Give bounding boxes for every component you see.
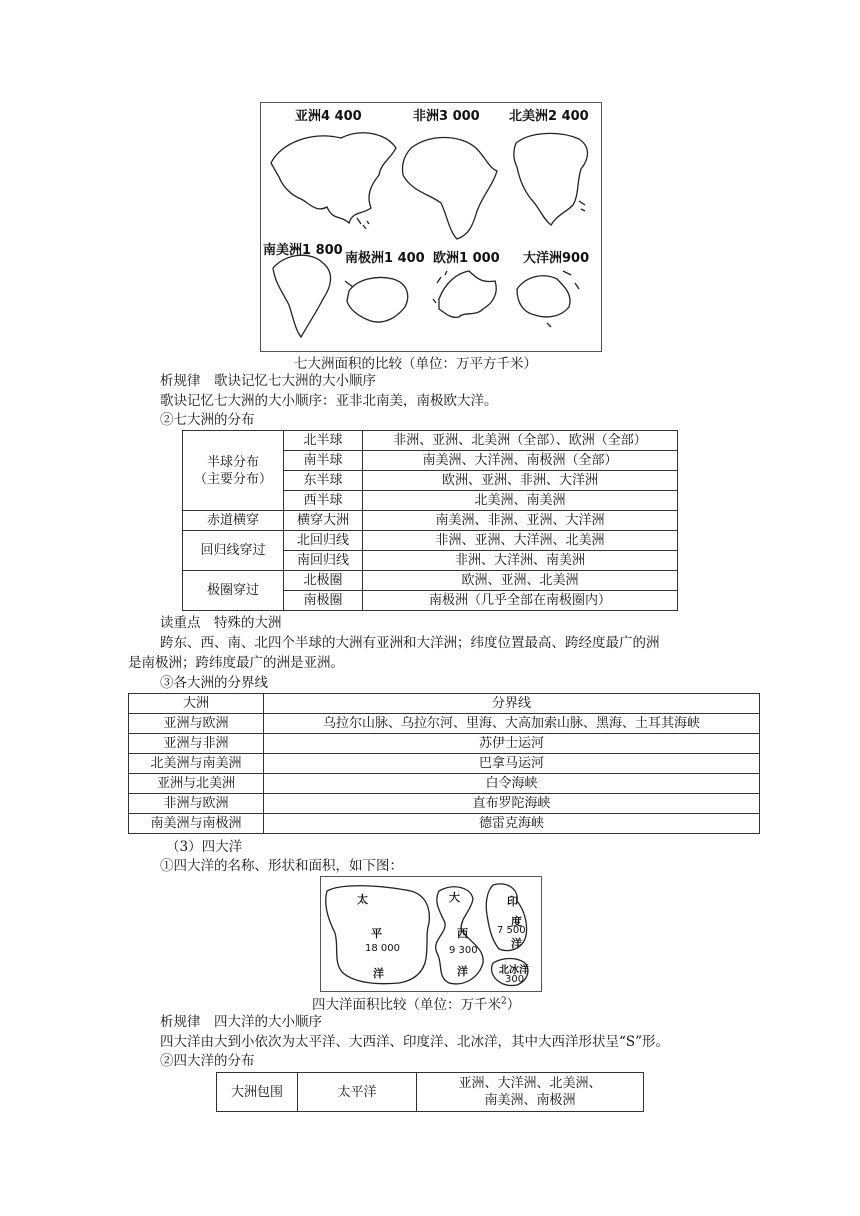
boundary-cell-continent: 南美洲与南极洲 xyxy=(129,814,264,834)
cell-value: 欧洲、亚洲、北美洲 xyxy=(363,571,678,591)
ocean-distribution-table xyxy=(216,1072,644,1112)
cell-key: 横穿大洲 xyxy=(284,511,363,531)
atlantic-char-3: 洋 xyxy=(457,965,468,978)
cell-value: 南美洲、大洋洲、南极洲（全部） xyxy=(363,451,678,471)
atlantic-char-1: 大 xyxy=(449,891,460,904)
group-equator: 赤道横穿 xyxy=(183,511,284,531)
rule-heading: 析规律 歌诀记忆七大洲的大小顺序 xyxy=(160,373,376,389)
cell-value: 北美洲、南美洲 xyxy=(363,491,678,511)
section-3-heading: ③各大洲的分界线 xyxy=(160,675,268,691)
boundary-cell-continent: 亚洲与欧洲 xyxy=(129,714,264,734)
oceania-islands xyxy=(547,271,579,327)
europe-label: 欧洲1 000 xyxy=(433,251,500,266)
atlantic-char-2: 西 xyxy=(457,927,468,940)
arctic-area: 300 xyxy=(505,974,525,985)
asia-shape xyxy=(271,133,396,223)
pacific-char-3: 洋 xyxy=(373,967,384,980)
oceania-label: 大洋洲900 xyxy=(523,251,590,266)
indian-char-2: 度 xyxy=(511,915,522,928)
continents-map-drawing xyxy=(261,103,601,351)
boundary-cell-line: 直布罗陀海峡 xyxy=(264,794,760,814)
cell-key: 北极圈 xyxy=(284,571,363,591)
north-america-shape xyxy=(514,133,588,225)
boundary-cell-continent: 亚洲与非洲 xyxy=(129,734,264,754)
pacific-char-2: 平 xyxy=(371,927,382,940)
boundary-cell-continent: 亚洲与北美洲 xyxy=(129,774,264,794)
antarctica-peninsula xyxy=(345,281,353,287)
ocean-cell-continents-1: 亚洲、大洋洲、北美洲、 xyxy=(458,1076,602,1091)
group-hemisphere-sub: （主要分布） xyxy=(193,471,272,487)
boundary-cell-continent: 非洲与欧洲 xyxy=(129,794,264,814)
section-4-heading: ②四大洋的分布 xyxy=(160,1053,255,1069)
pacific-char-1: 太 xyxy=(357,893,368,906)
cell-key: 南极圈 xyxy=(284,591,363,611)
focus-body-2: 是南极洲；跨纬度最广的洲是亚洲。 xyxy=(128,655,344,671)
south-america-label: 南美洲1 800 xyxy=(263,243,343,258)
boundary-cell-line: 苏伊士运河 xyxy=(264,734,760,754)
indian-area: 7 500 xyxy=(497,925,526,936)
group-tropics: 回归线穿过 xyxy=(183,531,284,571)
boundary-cell-line: 德雷克海峡 xyxy=(264,814,760,834)
asia-islands xyxy=(357,218,369,229)
europe-shape xyxy=(439,271,496,317)
cell-key: 南半球 xyxy=(284,451,363,471)
indian-char-1: 印 xyxy=(507,895,518,908)
oceans-caption-end: ） xyxy=(506,997,521,1013)
atlantic-area: 9 300 xyxy=(449,945,478,956)
cell-key: 北回归线 xyxy=(284,531,363,551)
oceans-caption xyxy=(312,993,520,1013)
cell-key: 南回归线 xyxy=(284,551,363,571)
cell-value: 非洲、亚洲、大洋洲、北美洲 xyxy=(363,531,678,551)
cell-key: 东半球 xyxy=(284,471,363,491)
north-america-label: 北美洲2 400 xyxy=(509,109,589,124)
ocean-cell-name: 太平洋 xyxy=(298,1073,417,1112)
cell-value: 南美洲、非洲、亚洲、大洋洲 xyxy=(363,511,678,531)
focus-heading: 读重点 特殊的大洲 xyxy=(160,615,282,631)
cell-key: 北半球 xyxy=(284,431,363,451)
africa-shape xyxy=(402,137,497,239)
group-polar: 极圈穿过 xyxy=(183,571,284,611)
boundary-header-continent: 大洲 xyxy=(129,694,264,714)
oceans-caption-text: 四大洋面积比较（单位：万千米 xyxy=(312,997,501,1013)
group-hemisphere xyxy=(183,431,284,511)
rule2-body: 四大洋由大到小依次为太平洋、大西洋、印度洋、北冰洋，其中大西洋形状呈“S”形。 xyxy=(160,1034,670,1050)
continent-distribution-table xyxy=(182,430,678,611)
rule-body: 歌诀记忆七大洲的大小顺序：亚非北南美，南极欧大洋。 xyxy=(160,393,498,409)
asia-label: 亚洲4 400 xyxy=(295,109,362,124)
cell-key: 西半球 xyxy=(284,491,363,511)
north-america-islands xyxy=(579,201,585,211)
cell-value: 非洲、大洋洲、南美洲 xyxy=(363,551,678,571)
oceania-shape xyxy=(517,276,570,317)
antarctica-shape xyxy=(347,278,408,323)
antarctica-label: 南极洲1 400 xyxy=(345,251,425,266)
pacific-area: 18 000 xyxy=(365,943,400,954)
south-america-shape xyxy=(273,255,331,337)
focus-body-1: 跨东、西、南、北四个半球的大洲有亚洲和大洋洲；纬度位置最高、跨经度最广的洲 xyxy=(160,635,660,651)
ocean-cell-continents-2: 南美洲、南极洲 xyxy=(484,1093,576,1108)
oceans-caption-sup: 2 xyxy=(501,996,507,1007)
arctic-name: 北冰洋 xyxy=(499,965,529,976)
boundary-header-line: 分界线 xyxy=(264,694,760,714)
cell-value: 欧洲、亚洲、非洲、大洋洲 xyxy=(363,471,678,491)
group-hemisphere-label: 半球分布 xyxy=(206,454,259,470)
boundary-cell-line: 乌拉尔山脉、乌拉尔河、里海、大高加索山脉、黑海、土耳其海峡 xyxy=(264,714,760,734)
ocean-cell-surround: 大洲包围 xyxy=(217,1073,298,1112)
cell-value: 南极洲（几乎全部在南极圈内） xyxy=(363,591,678,611)
oceans-intro: ①四大洋的名称、形状和面积，如下图： xyxy=(160,858,403,874)
section-2-heading: ②七大洲的分布 xyxy=(160,412,255,428)
rule2-heading: 析规律 四大洋的大小顺序 xyxy=(160,1014,322,1030)
continents-caption: 七大洲面积的比较（单位：万平方千米） xyxy=(294,356,537,372)
boundary-cell-line: 白令海峡 xyxy=(264,774,760,794)
boundary-cell-continent: 北美洲与南美洲 xyxy=(129,754,264,774)
indian-char-3: 洋 xyxy=(511,937,522,950)
cell-value: 非洲、亚洲、北美洲（全部）、欧洲（全部） xyxy=(363,431,678,451)
africa-label: 非洲3 000 xyxy=(413,109,480,124)
oceans-heading: （3）四大洋 xyxy=(166,839,243,855)
continents-figure xyxy=(260,102,602,352)
ocean-cell-continents xyxy=(417,1073,644,1112)
boundary-table xyxy=(128,693,760,834)
boundary-cell-line: 巴拿马运河 xyxy=(264,754,760,774)
oceans-figure xyxy=(320,876,542,992)
